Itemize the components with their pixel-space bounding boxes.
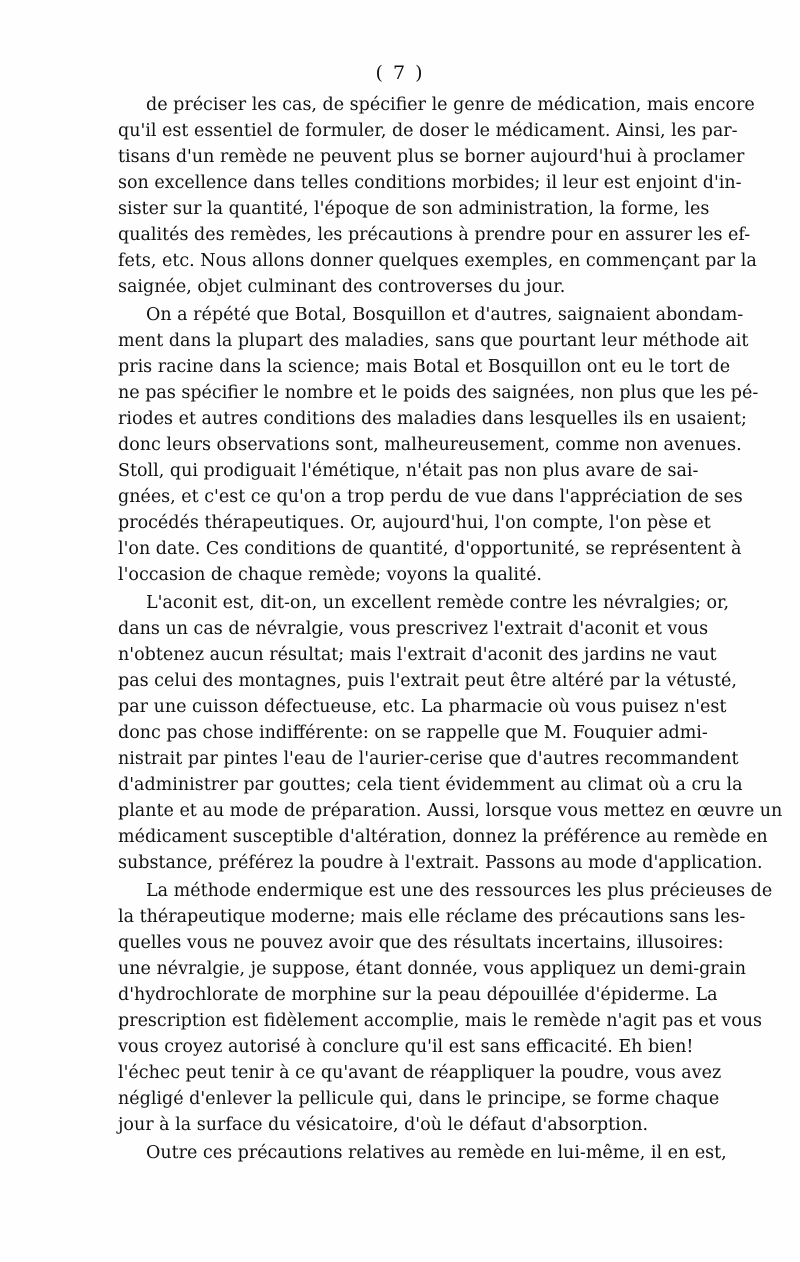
text-line: jour à la surface du vésicatoire, d'où le défaut d'absorption.: [118, 1115, 649, 1135]
text-line: d'hydrochlorate de morphine sur la peau dépouillée d'épiderme. La: [118, 985, 718, 1005]
text-line: n'obtenez aucun résultat; mais l'extrait d'aconit des jardins ne vaut: [118, 645, 717, 665]
text-line: plante et au mode de préparation. Aussi, lorsque vous mettez en œuvre un: [118, 801, 783, 821]
text-line: pas celui des montagnes, puis l'extrait peut être altéré par la vétusté,: [118, 671, 737, 691]
text-line: prescription est fidèlement accomplie, mais le remède n'agit pas et vous: [118, 1011, 763, 1031]
text-line: La méthode endermique est une des ressources les plus précieuses de: [146, 881, 773, 901]
text-line: L'aconit est, dit-on, un excellent remède contre les névralgies; or,: [146, 593, 730, 613]
text-line: Outre ces précautions relatives au remède en lui-même, il en est,: [146, 1143, 727, 1163]
text-line: son excellence dans telles conditions morbides; il leur est enjoint d'in-: [118, 173, 742, 193]
paragraph: [118, 1140, 727, 1166]
text-line: Stoll, qui prodiguait l'émétique, n'était pas non plus avare de sai-: [118, 461, 699, 481]
text-line: quelles vous ne pouvez avoir que des résultats incertains, illusoires:: [118, 933, 724, 953]
text-line: riodes et autres conditions des maladies dans lesquelles ils en usaient;: [118, 409, 747, 429]
text-line: l'occasion de chaque remède; voyons la qualité.: [118, 565, 542, 585]
text-line: saignée, objet culminant des controverses du jour.: [118, 277, 566, 297]
text-line: une névralgie, je suppose, étant donnée, vous appliquez un demi-grain: [118, 959, 746, 979]
page-number: ( 7 ): [375, 62, 425, 84]
paragraph: [118, 590, 783, 876]
body-text: [118, 92, 783, 1168]
text-line: substance, préférez la poudre à l'extrait. Passons au mode d'application.: [118, 853, 763, 873]
text-line: pris racine dans la science; mais Botal et Bosquillon ont eu le tort de: [118, 357, 731, 377]
text-line: par une cuisson défectueuse, etc. La pharmacie où vous puisez n'est: [118, 697, 727, 717]
paragraph: [118, 878, 773, 1138]
text-line: qu'il est essentiel de formuler, de doser le médicament. Ainsi, les par-: [118, 121, 738, 141]
text-line: de préciser les cas, de spécifier le genre de médication, mais encore: [146, 95, 755, 115]
text-line: donc leurs observations sont, malheureusement, comme non avenues.: [118, 435, 742, 455]
text-line: ne pas spécifier le nombre et le poids des saignées, non plus que les pé-: [118, 383, 759, 403]
text-line: gnées, et c'est ce qu'on a trop perdu de vue dans l'appréciation de ses: [118, 487, 743, 507]
text-line: l'échec peut tenir à ce qu'avant de réappliquer la poudre, vous avez: [118, 1063, 722, 1083]
text-line: fets, etc. Nous allons donner quelques exemples, en commençant par la: [118, 251, 757, 271]
text-line: l'on date. Ces conditions de quantité, d'opportunité, se représentent à: [118, 539, 742, 559]
text-line: procédés thérapeutiques. Or, aujourd'hui, l'on compte, l'on pèse et: [118, 513, 711, 533]
text-line: médicament susceptible d'altération, donnez la préférence au remède en: [118, 827, 768, 847]
text-line: d'administrer par gouttes; cela tient évidemment au climat où a cru la: [118, 775, 743, 795]
text-line: qualités des remèdes, les précautions à prendre pour en assurer les ef-: [118, 225, 751, 245]
paragraph: [118, 92, 757, 300]
text-line: négligé d'enlever la pellicule qui, dans le principe, se forme chaque: [118, 1089, 720, 1109]
text-line: ment dans la plupart des maladies, sans que pourtant leur méthode ait: [118, 331, 749, 351]
text-line: On a répété que Botal, Bosquillon et d'autres, saignaient abondam-: [146, 305, 744, 325]
text-line: tisans d'un remède ne peuvent plus se borner aujourd'hui à proclamer: [118, 147, 745, 167]
text-line: dans un cas de névralgie, vous prescrivez l'extrait d'aconit et vous: [118, 619, 709, 639]
paragraph: [118, 302, 759, 588]
text-line: sister sur la quantité, l'époque de son administration, la forme, les: [118, 199, 710, 219]
text-line: vous croyez autorisé à conclure qu'il est sans efficacité. Eh bien!: [118, 1037, 694, 1057]
text-line: nistrait par pintes l'eau de l'aurier-cerise que d'autres recommandent: [118, 749, 739, 769]
text-line: donc pas chose indifférente: on se rappelle que M. Fouquier admi-: [118, 723, 708, 743]
text-line: la thérapeutique moderne; mais elle réclame des précautions sans les-: [118, 907, 746, 927]
